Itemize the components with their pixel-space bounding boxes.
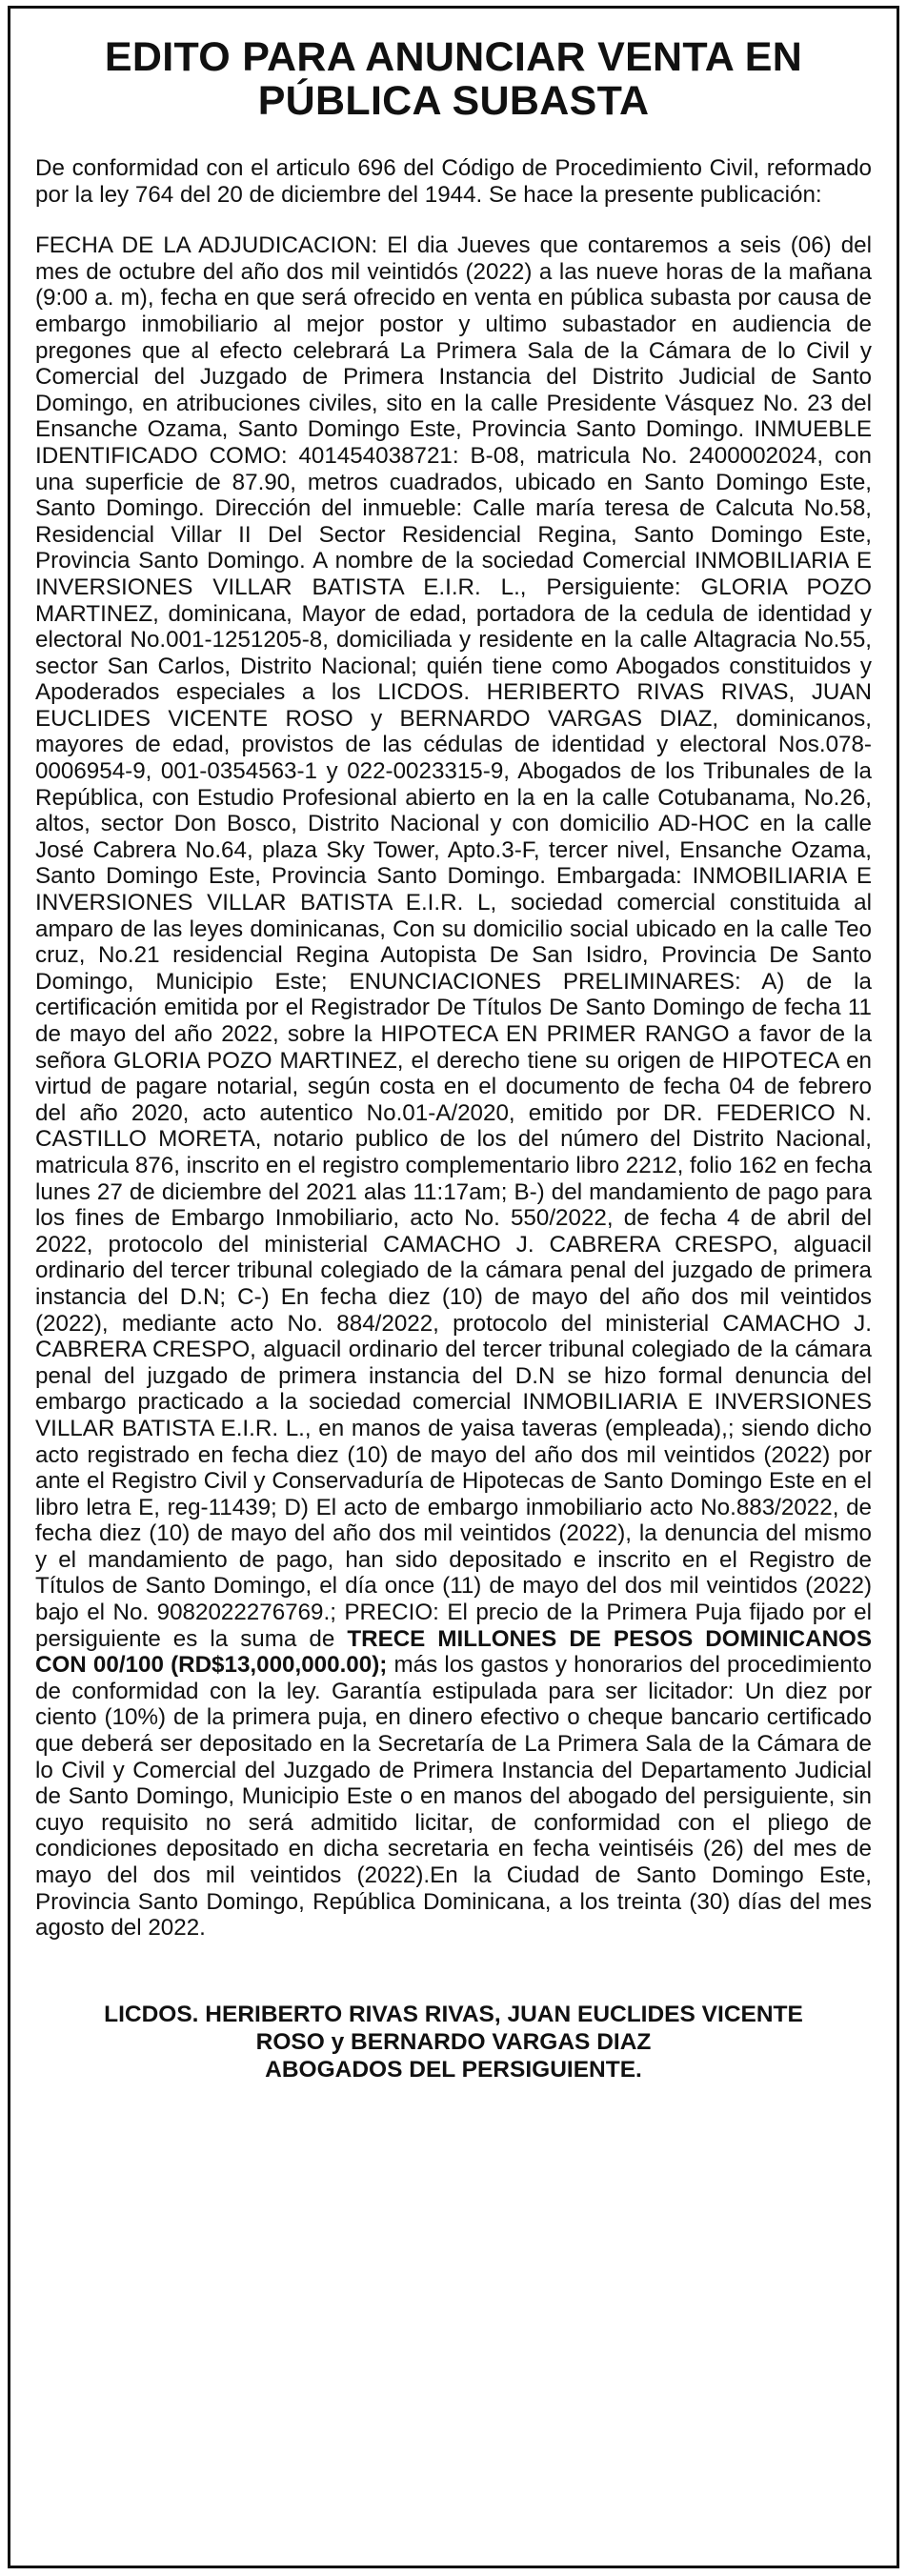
signature-line-1: LICDOS. HERIBERTO RIVAS RIVAS, JUAN EUCLIDES VICENTE — [104, 2001, 803, 2027]
signature-block — [35, 2001, 872, 2083]
legal-notice — [8, 6, 899, 2568]
signature-line-3: ABOGADOS DEL PERSIGUIENTE. — [265, 2056, 642, 2083]
intro-paragraph: De conformidad con el articulo 696 del Código de Procedimiento Civil, reformado por la ley 764 del 20 de diciembre del 1944. Se hace la presente publicación: — [35, 155, 872, 208]
title-line-1: EDITO PARA ANUNCIAR VENTA EN — [104, 34, 803, 80]
body-paragraph — [35, 232, 872, 1942]
body-text-part-2: más los gastos y honorarios del procedimiento de conformidad con la ley. Garantía estipulada para ser licitador: Un diez por ciento (10%) de la primera puja, en dinero efectivo o cheque bancario certificado que deberá ser depositado en la Secretaría de La Primera Sala de la Cámara de lo Civil y Comercial del Juzgado de Primera Instancia del Departamento Judicial de Santo Domingo, Municipio Este o en manos del abogado del persiguiente, sin cuyo requisito no será admitido licitar, de conformidad con el pliego de condiciones depositado en dicha secretaria en fecha veintiséis (26) del mes de mayo del dos mil veintidos (2022).En la Ciudad de Santo Domingo Este, Provincia Santo Domingo, República Dominicana, a los treinta (30) días del mes agosto del 2022. — [35, 1652, 872, 1942]
price-amount: TRECE MILLONES DE PESOS DOMINICANOS CON 00/100 (RD$13,000,000.00); — [35, 1625, 872, 1679]
title-line-2: PÚBLICA SUBASTA — [257, 78, 650, 124]
body-text-part-1: FECHA DE LA ADJUDICACION: El dia Jueves que contaremos a seis (06) del mes de octubre del año dos mil veintidós (2022) a las nueve horas de la mañana (9:00 a. m), fecha en que será ofrecido en venta en pública subasta por causa de embargo inmobiliario al mejor postor y ultimo subastador en audiencia de pregones que al efecto celebrará La Primera Sala de la Cámara de lo Civil y Comercial del Juzgado de Primera Instancia del Distrito Judicial de Santo Domingo, en atribuciones civiles, sito en la calle Presidente Vásquez No. 23 del Ensanche Ozama, Santo Domingo Este, Provincia Santo Domingo. INMUEBLE IDENTIFICADO COMO: 401454038721: B-08, matricula No. 2400002024, con una superficie de 87.90, metros cuadrados, ubicado en Santo Domingo Este, Santo Domingo. Dirección del inmueble: Calle maría teresa de Calcuta No.58, Residencial Villar II Del Sector Residencial Regina, Santo Domingo Este, Provincia Santo Domingo. A nombre de la sociedad Comercial INMOBILIARIA E INVERSIONES VILLAR BATISTA E.I.R. L., Persiguiente: GLORIA POZO MARTINEZ, dominicana, Mayor de edad, portadora de la cedula de identidad y electoral No.001-1251205-8, domiciliada y residente en la calle Altagracia No.55, sector San Carlos, Distrito Nacional; quién tiene como Abogados constituidos y Apoderados especiales a los LICDOS. HERIBERTO RIVAS RIVAS, JUAN EUCLIDES VICENTE ROSO y BERNARDO VARGAS DIAZ, dominicanos, mayores de edad, provistos de las cédulas de identidad y electoral Nos.078-0006954-9, 001-0354563-1 y 022-0023315-9, Abogados de los Tribunales de la República, con Estudio Profesional abierto en la en la calle Cotubanama, No.26, altos, sector Don Bosco, Distrito Nacional y con domicilio AD-HOC en la calle José Cabrera No.64, plaza Sky Tower, Apto.3-F, tercer nivel, Ensanche Ozama, Santo Domingo Este, Provincia Santo Domingo. Embargada: INMOBILIARIA E INVERSIONES VILLAR BATISTA E.I.R. L, sociedad comercial constituida al amparo de las leyes dominicanas, Con su domicilio social ubicado en la calle Teo cruz, No.21 residencial Regina Autopista De San Isidro, Provincia De Santo Domingo, Municipio Este; ENUNCIACIONES PRELIMINARES: A) de la certificación emitida por el Registrador De Títulos De Santo Domingo de fecha 11 de mayo del año 2022, sobre la HIPOTECA EN PRIMER RANGO a favor de la señora GLORIA POZO MARTINEZ, el derecho tiene su origen de HIPOTECA en virtud de pagare notarial, según costa en el documento de fecha 04 de febrero del año 2020, acto autentico No.01-A/2020, emitido por DR. FEDERICO N. CASTILLO MORETA, notario publico de los del número del Distrito Nacional, matricula 876, inscrito en el registro complementario libro 2212, folio 162 en fecha lunes 27 de diciembre del 2021 alas 11:17am; B-) del mandamiento de pago para los fines de Embargo Inmobiliario, acto No. 550/2022, de fecha 4 de abril del 2022, protocolo del ministerial CAMACHO J. CABRERA CRESPO, alguacil ordinario del tercer tribunal colegiado de la cámara penal del juzgado de primera instancia del D.N; C-) En fecha diez (10) de mayo del año dos mil veintidos (2022), mediante acto No. 884/2022, protocolo del ministerial CAMACHO J. CABRERA CRESPO, alguacil ordinario del tercer tribunal colegiado de la cámara penal del juzgado de primera instancia del D.N se hizo formal denuncia del embargo practicado a la sociedad comercial INMOBILIARIA E INVERSIONES VILLAR BATISTA E.I.R. L., en manos de yaisa taveras (empleada),; siendo dicho acto registrado en fecha diez (10) de mayo del año dos mil veintidos (2022) por ante el Registro Civil y Conservaduría de Hipotecas de Santo Domingo Este en el libro letra E, reg-11439; D) El acto de embargo inmobiliario acto No.883/2022, de fecha diez (10) de mayo del año dos mil veintidos (2022), la denuncia del mismo y el mandamiento de pago, han sido depositado e inscrito en el Registro de Títulos de Santo Domingo, el día once (11) de mayo del dos mil veintidos (2022) bajo el No. 9082022276769.; PRECIO: El precio de la Primera Puja fijado por el persiguiente es la suma de — [35, 232, 872, 1652]
signature-line-2: ROSO y BERNARDO VARGAS DIAZ — [255, 2028, 652, 2055]
notice-title — [35, 35, 872, 123]
